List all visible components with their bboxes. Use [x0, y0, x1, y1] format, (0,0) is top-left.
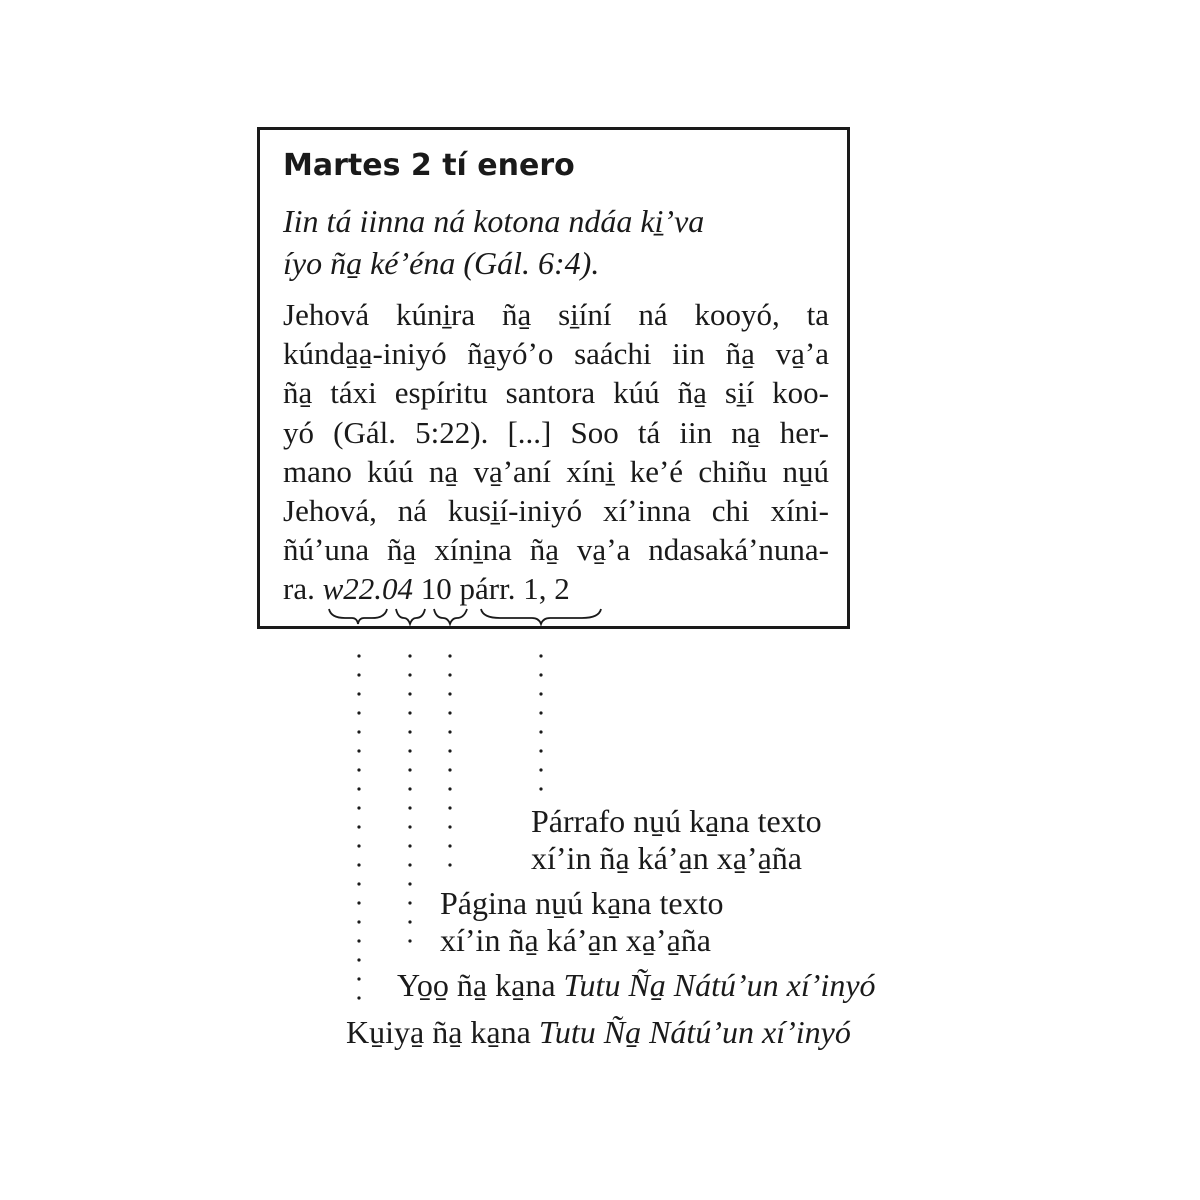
label-text: Yo̱o̱ ña̱ ka̱na: [397, 967, 556, 1003]
verse-line: íyo ña̱ kéʼéna (Gál. 6:4).: [283, 245, 600, 281]
body-line: kúnda̱a̱-iniyó ña̱yóʼo saáchi iin ña̱ va̱ʼa: [283, 336, 829, 372]
verse-line: Iin tá iinna ná kotona ndáa ki̱ʼva: [283, 203, 705, 239]
label-page: [440, 885, 723, 959]
label-month: [397, 967, 876, 1004]
label-line: xíʼin ña̱ káʼa̱n xa̱ʼa̱ña: [531, 840, 802, 876]
label-line: Párrafo nu̱ú ka̱na texto: [531, 803, 822, 839]
reference-issue: w22.04: [322, 571, 414, 607]
reference-paragraph: párr. 1, 2: [459, 571, 570, 607]
reference-page: 10: [420, 571, 452, 607]
label-paragraph: [531, 803, 822, 877]
brace-page: [434, 609, 467, 624]
body-line: Jehová kúni̱ra ña̱ si̱íní ná kooyó, ta: [283, 297, 829, 332]
label-line: xíʼin ña̱ káʼa̱n xa̱ʼa̱ña: [440, 922, 711, 958]
label-line: Página nu̱ú ka̱na texto: [440, 885, 724, 921]
label-publication: Tutu Ña̱ Nátúʼun xíʼinyó: [563, 967, 876, 1003]
body-line: ñúʼuna ña̱ xíni̱na ña̱ va̱ʼa ndasakáʼnuna-: [283, 532, 829, 568]
label-text: Ku̱iya̱ ña̱ ka̱na: [346, 1014, 531, 1050]
body-line: ña̱ táxi espíritu santora kúú ña̱ si̱í koo-: [283, 375, 829, 411]
body-line: mano kúú na̱ va̱ʼaní xíni̱ keʼé chiñu nu̱ú: [283, 453, 829, 489]
body-line: yó (Gál. 5:22). [...] Soo tá iin na̱ her-: [283, 414, 829, 450]
brace-month: [396, 609, 425, 624]
brace-year: [329, 609, 387, 624]
card-date-heading: Martes 2 tí enero: [283, 148, 575, 183]
label-publication: Tutu Ña̱ Nátúʼun xíʼinyó: [538, 1014, 851, 1050]
label-year: [346, 1014, 851, 1051]
brace-paragraph: [481, 609, 601, 624]
body-last-prefix: ra.: [283, 571, 315, 607]
body-line: Jehová, ná kusi̱í-iniyó xíʼinna chi xíni-: [283, 493, 829, 529]
